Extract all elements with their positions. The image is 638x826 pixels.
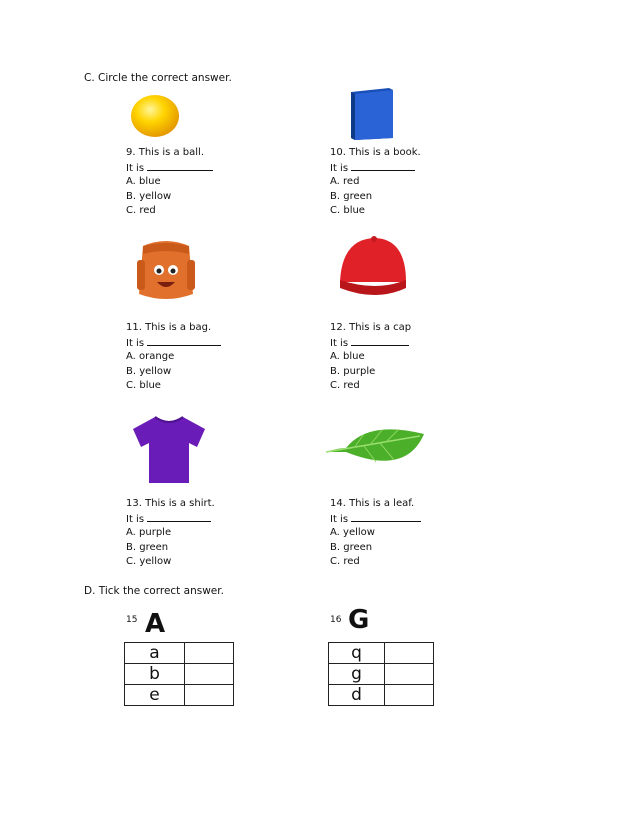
option-a[interactable]: A. purple [126,527,172,539]
question-13 [126,497,215,570]
section-d-heading: D. Tick the correct answer. [84,585,224,597]
question-12 [330,321,411,394]
question-15-table [124,642,234,706]
question-16-letter: G [348,605,370,635]
question-15-number: 15 [126,615,138,625]
table-row [329,643,434,664]
option-c[interactable]: C. red [330,556,360,568]
question-11 [126,321,221,394]
red-cap-picture [336,232,410,304]
yellow-ball-picture [128,92,182,140]
tick-box[interactable] [385,664,434,685]
it-is-label: It is [126,337,145,349]
option-a[interactable]: A. blue [330,351,365,363]
question-10 [330,146,421,219]
blue-book-picture [345,86,399,142]
orange-backpack-picture [133,234,199,306]
option-b[interactable]: B. purple [330,365,376,377]
option-c[interactable]: C. red [330,380,360,392]
question-16-number: 16 [330,615,342,625]
question-14 [330,497,421,570]
option-a[interactable]: A. blue [126,176,161,188]
answer-blank[interactable] [147,336,221,346]
it-is-label: It is [126,513,145,525]
it-is-label: It is [126,162,145,174]
tick-box[interactable] [185,685,234,706]
option-c[interactable]: C. red [126,205,156,217]
it-is-label: It is [330,337,349,349]
purple-shirt-picture [131,413,207,485]
it-is-label: It is [330,162,349,174]
option-a[interactable]: A. yellow [330,527,375,539]
tick-box[interactable] [185,664,234,685]
answer-blank[interactable] [351,161,415,171]
choice-letter: a [125,643,185,664]
question-15-letter: A [145,609,166,639]
option-b[interactable]: B. green [330,190,373,202]
choice-letter: b [125,664,185,685]
option-a[interactable]: A. orange [126,351,175,363]
table-row [125,685,234,706]
question-prompt: 9. This is a ball. [126,147,205,158]
option-c[interactable]: C. yellow [126,556,172,568]
table-row [329,685,434,706]
answer-blank[interactable] [147,512,211,522]
question-prompt: 11. This is a bag. [126,322,212,333]
tick-box[interactable] [385,685,434,706]
choice-letter: g [329,664,385,685]
question-16-table [328,642,434,706]
section-c-heading: C. Circle the correct answer. [84,72,232,84]
option-a[interactable]: A. red [330,176,360,188]
it-is-label: It is [330,513,349,525]
option-c[interactable]: C. blue [330,205,365,217]
table-row [125,664,234,685]
option-c[interactable]: C. blue [126,380,161,392]
answer-blank[interactable] [351,336,409,346]
question-prompt: 12. This is a cap [330,322,412,333]
answer-blank[interactable] [147,161,213,171]
tick-box[interactable] [185,643,234,664]
question-prompt: 13. This is a shirt. [126,498,215,509]
option-b[interactable]: B. green [126,541,169,553]
answer-blank[interactable] [351,512,421,522]
question-prompt: 14. This is a leaf. [330,498,415,509]
question-prompt: 10. This is a book. [330,147,421,158]
tick-box[interactable] [385,643,434,664]
green-leaf-picture [324,418,430,474]
option-b[interactable]: B. green [330,541,373,553]
option-b[interactable]: B. yellow [126,190,172,202]
question-9 [126,146,213,219]
choice-letter: q [329,643,385,664]
table-row [329,664,434,685]
choice-letter: e [125,685,185,706]
option-b[interactable]: B. yellow [126,365,172,377]
choice-letter: d [329,685,385,706]
table-row [125,643,234,664]
